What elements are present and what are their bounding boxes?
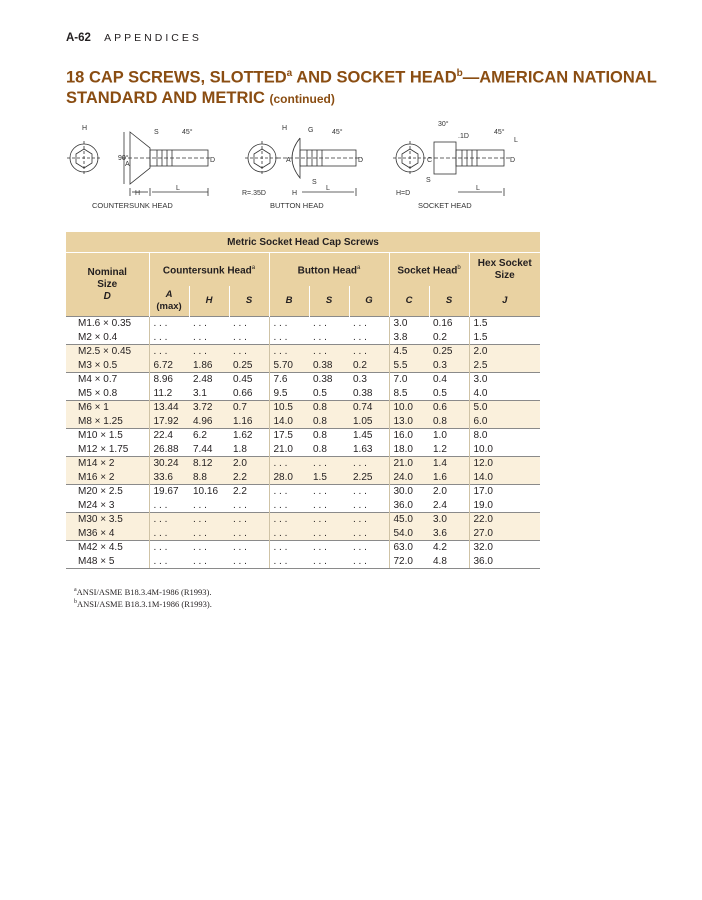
value-cell: . . . (349, 541, 389, 555)
col-a-sub: (max) (156, 301, 182, 312)
table-row (66, 527, 540, 541)
value-cell: 30.24 (149, 457, 189, 471)
value-cell: . . . (229, 345, 269, 359)
value-cell: 3.0 (469, 373, 540, 387)
value-cell: 3.8 (389, 331, 429, 345)
value-cell: . . . (309, 499, 349, 513)
value-cell: 14.0 (269, 415, 309, 429)
value-cell: . . . (229, 331, 269, 345)
table-row (66, 317, 540, 331)
value-cell: . . . (149, 555, 189, 569)
value-cell: 24.0 (389, 471, 429, 485)
footnote-b (74, 597, 212, 609)
value-cell: 0.8 (309, 429, 349, 443)
value-cell: 3.6 (429, 527, 469, 541)
footnote-a-mark: a (74, 587, 77, 593)
value-cell: 19.67 (149, 485, 189, 499)
value-cell: . . . (229, 317, 269, 331)
table-row (66, 513, 540, 527)
nominal-size-cell: M24 × 3 (66, 499, 149, 513)
svg-text:R=.35D: R=.35D (242, 190, 266, 197)
value-cell: 45.0 (389, 513, 429, 527)
value-cell: . . . (149, 499, 189, 513)
sk-group-label: Socket Head (397, 265, 458, 277)
value-cell: 0.5 (309, 387, 349, 401)
svg-text:A: A (286, 157, 291, 164)
value-cell: 0.3 (349, 373, 389, 387)
col-c-header: C (389, 286, 429, 317)
title-part3: —AMERICAN NATIONAL STANDARD AND METRIC (66, 68, 657, 107)
value-cell: . . . (349, 485, 389, 499)
value-cell: 1.5 (469, 317, 540, 331)
countersunk-caption: COUNTERSUNK HEAD (92, 201, 173, 210)
value-cell: 1.0 (429, 429, 469, 443)
value-cell: . . . (189, 527, 229, 541)
value-cell: . . . (349, 345, 389, 359)
footnote-b-text: ANSI/ASME B18.3.1M-1986 (R1993). (77, 598, 212, 609)
nominal-size-cell: M10 × 1.5 (66, 429, 149, 443)
value-cell: 1.5 (309, 471, 349, 485)
value-cell: 2.4 (429, 499, 469, 513)
value-cell: 0.66 (229, 387, 269, 401)
svg-text:90°: 90° (118, 155, 129, 162)
value-cell: 18.0 (389, 443, 429, 457)
value-cell: . . . (149, 317, 189, 331)
value-cell: . . . (229, 513, 269, 527)
value-cell: 2.0 (469, 345, 540, 359)
value-cell: . . . (309, 541, 349, 555)
value-cell: . . . (189, 541, 229, 555)
value-cell: . . . (349, 513, 389, 527)
svg-text:S: S (426, 177, 431, 184)
value-cell: 1.63 (349, 443, 389, 457)
button-head-figure (242, 125, 363, 210)
value-cell: 30.0 (389, 485, 429, 499)
nominal-size-cell: M14 × 2 (66, 457, 149, 471)
button-caption: BUTTON HEAD (270, 201, 324, 210)
value-cell: . . . (149, 513, 189, 527)
table-row (66, 555, 540, 569)
value-cell: 2.2 (229, 471, 269, 485)
value-cell: . . . (149, 527, 189, 541)
col-a-label: A (165, 289, 173, 300)
value-cell: . . . (349, 499, 389, 513)
value-cell: . . . (269, 317, 309, 331)
table-row (66, 359, 540, 373)
value-cell: . . . (309, 527, 349, 541)
screw-diagrams (62, 118, 542, 216)
value-cell: . . . (229, 499, 269, 513)
value-cell: 1.5 (469, 331, 540, 345)
value-cell: 1.16 (229, 415, 269, 429)
value-cell: 1.45 (349, 429, 389, 443)
value-cell: 0.25 (429, 345, 469, 359)
nominal-size-cell: M6 × 1 (66, 401, 149, 415)
value-cell: 17.5 (269, 429, 309, 443)
value-cell: 0.38 (349, 387, 389, 401)
value-cell: 0.7 (229, 401, 269, 415)
value-cell: . . . (229, 541, 269, 555)
value-cell: 8.8 (189, 471, 229, 485)
value-cell: . . . (189, 499, 229, 513)
table-row (66, 457, 540, 471)
title-part2: AND SOCKET HEAD (296, 68, 457, 87)
value-cell: 1.86 (189, 359, 229, 373)
value-cell: 5.5 (389, 359, 429, 373)
value-cell: 0.5 (429, 387, 469, 401)
value-cell: 2.48 (189, 373, 229, 387)
value-cell: 16.0 (389, 429, 429, 443)
col-h-header: H (189, 286, 229, 317)
value-cell: 1.05 (349, 415, 389, 429)
title-sup-b: b (456, 68, 463, 79)
value-cell: . . . (309, 485, 349, 499)
title-number: 18 (66, 68, 85, 87)
svg-text:S: S (154, 129, 159, 136)
svg-text:D: D (510, 157, 516, 164)
value-cell: . . . (349, 555, 389, 569)
value-cell: 12.0 (469, 457, 540, 471)
svg-text:L: L (176, 185, 180, 192)
value-cell: . . . (269, 513, 309, 527)
value-cell: 8.96 (149, 373, 189, 387)
value-cell: 1.8 (229, 443, 269, 457)
bt-group-label: Button Head (297, 265, 358, 277)
title-part1: CAP SCREWS, SLOTTED (88, 68, 287, 87)
value-cell: 0.2 (349, 359, 389, 373)
value-cell: 10.5 (269, 401, 309, 415)
value-cell: 72.0 (389, 555, 429, 569)
countersunk-group-header: Countersunk Head$^a$ (149, 253, 269, 287)
value-cell: 1.6 (429, 471, 469, 485)
value-cell: 13.44 (149, 401, 189, 415)
nominal-size-cell: M42 × 4.5 (66, 541, 149, 555)
svg-text:C: C (427, 157, 433, 164)
value-cell: 5.70 (269, 359, 309, 373)
value-cell: 6.2 (189, 429, 229, 443)
value-cell: 2.0 (429, 485, 469, 499)
value-cell: 19.0 (469, 499, 540, 513)
value-cell: 2.5 (469, 359, 540, 373)
table-row (66, 345, 540, 359)
value-cell: 4.96 (189, 415, 229, 429)
svg-text:D: D (210, 157, 216, 164)
button-group-header: Button Head$^a$ (269, 253, 389, 287)
value-cell: 28.0 (269, 471, 309, 485)
nominal-size-cell: M16 × 2 (66, 471, 149, 485)
page-number: A-62 (66, 32, 91, 44)
value-cell: 0.45 (229, 373, 269, 387)
svg-text:L: L (476, 185, 480, 192)
value-cell: . . . (309, 457, 349, 471)
value-cell: . . . (229, 555, 269, 569)
section-name: APPENDICES (104, 32, 202, 44)
value-cell: 26.88 (149, 443, 189, 457)
value-cell: 7.0 (389, 373, 429, 387)
socket-group-header: Socket Head$^b$ (389, 253, 469, 287)
value-cell: . . . (189, 317, 229, 331)
nominal-l3: D (103, 290, 111, 302)
svg-text:D: D (358, 157, 364, 164)
svg-text:S: S (312, 179, 317, 186)
value-cell: . . . (269, 345, 309, 359)
value-cell: 3.0 (429, 513, 469, 527)
value-cell: . . . (229, 527, 269, 541)
value-cell: 4.2 (429, 541, 469, 555)
value-cell: 0.3 (429, 359, 469, 373)
value-cell: 33.6 (149, 471, 189, 485)
nominal-size-cell: M2.5 × 0.45 (66, 345, 149, 359)
value-cell: 36.0 (389, 499, 429, 513)
page-title (66, 64, 666, 109)
value-cell: . . . (189, 555, 229, 569)
value-cell: 10.16 (189, 485, 229, 499)
value-cell: 0.8 (309, 443, 349, 457)
table-row (66, 541, 540, 555)
svg-text:H=D: H=D (396, 190, 411, 197)
nominal-size-cell: M8 × 1.25 (66, 415, 149, 429)
value-cell: 3.1 (189, 387, 229, 401)
value-cell: 0.38 (309, 359, 349, 373)
value-cell: 0.8 (429, 415, 469, 429)
value-cell: 54.0 (389, 527, 429, 541)
value-cell: 22.0 (469, 513, 540, 527)
cs-group-label: Countersunk Head (162, 265, 252, 277)
svg-text:H: H (282, 125, 288, 132)
value-cell: 0.8 (309, 401, 349, 415)
countersunk-head-figure (67, 125, 215, 210)
nominal-size-cell: M1.6 × 0.35 (66, 317, 149, 331)
col-g-header: G (349, 286, 389, 317)
svg-text:45°: 45° (332, 129, 343, 136)
value-cell: . . . (189, 345, 229, 359)
footnote-b-mark: b (74, 598, 77, 605)
footnotes (74, 585, 212, 609)
value-cell: 8.12 (189, 457, 229, 471)
col-j-header: J (469, 286, 540, 317)
value-cell: 10.0 (389, 401, 429, 415)
value-cell: . . . (269, 485, 309, 499)
value-cell: . . . (269, 555, 309, 569)
value-cell: 2.25 (349, 471, 389, 485)
value-cell: . . . (349, 317, 389, 331)
svg-text:L: L (514, 137, 518, 144)
value-cell: 0.74 (349, 401, 389, 415)
table-row (66, 373, 540, 387)
footnote-a (74, 585, 212, 597)
value-cell: 0.4 (429, 373, 469, 387)
value-cell: . . . (269, 499, 309, 513)
nominal-size-cell: M48 × 5 (66, 555, 149, 569)
value-cell: 3.0 (389, 317, 429, 331)
title-continued: (continued) (269, 91, 335, 106)
col-s-header: S (229, 286, 269, 317)
value-cell: . . . (269, 541, 309, 555)
value-cell: . . . (349, 331, 389, 345)
nominal-size-cell: M4 × 0.7 (66, 373, 149, 387)
value-cell: 36.0 (469, 555, 540, 569)
value-cell: 13.0 (389, 415, 429, 429)
value-cell: 2.0 (229, 457, 269, 471)
svg-text:H: H (292, 190, 298, 197)
value-cell: 11.2 (149, 387, 189, 401)
col-a-header (149, 286, 189, 317)
value-cell: 27.0 (469, 527, 540, 541)
table-row (66, 499, 540, 513)
svg-text:H: H (135, 190, 141, 197)
value-cell: . . . (149, 331, 189, 345)
nominal-size-cell: M2 × 0.4 (66, 331, 149, 345)
value-cell: 4.0 (469, 387, 540, 401)
value-cell: . . . (309, 345, 349, 359)
nominal-l2: Size (97, 278, 118, 290)
table-row (66, 429, 540, 443)
value-cell: . . . (269, 527, 309, 541)
value-cell: 21.0 (269, 443, 309, 457)
table-row (66, 415, 540, 429)
value-cell: 0.25 (229, 359, 269, 373)
hex-group-header: Hex Socket Size (469, 253, 540, 287)
value-cell: 6.72 (149, 359, 189, 373)
col-b-header: B (269, 286, 309, 317)
value-cell: 6.0 (469, 415, 540, 429)
value-cell: . . . (309, 555, 349, 569)
value-cell: 8.0 (469, 429, 540, 443)
nominal-size-cell: M3 × 0.5 (66, 359, 149, 373)
running-head (66, 32, 202, 44)
table-row (66, 331, 540, 345)
value-cell: . . . (189, 513, 229, 527)
socket-head-figure (393, 120, 518, 210)
value-cell: 0.6 (429, 401, 469, 415)
value-cell: 32.0 (469, 541, 540, 555)
value-cell: 1.62 (229, 429, 269, 443)
footnote-a-text: ANSI/ASME B18.3.4M-1986 (R1993). (76, 586, 212, 597)
nominal-size-cell: M5 × 0.8 (66, 387, 149, 401)
value-cell: 7.6 (269, 373, 309, 387)
socket-caption: SOCKET HEAD (418, 201, 472, 210)
table-row (66, 387, 540, 401)
value-cell: . . . (309, 331, 349, 345)
value-cell: 1.4 (429, 457, 469, 471)
nominal-l1: Nominal (87, 266, 127, 278)
value-cell: . . . (309, 513, 349, 527)
value-cell: . . . (189, 331, 229, 345)
value-cell: . . . (349, 527, 389, 541)
table-body (66, 317, 540, 569)
value-cell: 8.5 (389, 387, 429, 401)
metric-socket-table (66, 232, 540, 569)
value-cell: 7.44 (189, 443, 229, 457)
value-cell: 22.4 (149, 429, 189, 443)
value-cell: 17.0 (469, 485, 540, 499)
title-sup-a: a (286, 68, 293, 79)
table-row (66, 401, 540, 415)
value-cell: 17.92 (149, 415, 189, 429)
value-cell: . . . (349, 457, 389, 471)
svg-text:45°: 45° (494, 129, 505, 136)
svg-text:H: H (82, 125, 88, 132)
value-cell: . . . (149, 541, 189, 555)
col-s2-header: S (309, 286, 349, 317)
table-row (66, 485, 540, 499)
value-cell: 10.0 (469, 443, 540, 457)
value-cell: 5.0 (469, 401, 540, 415)
value-cell: 2.2 (229, 485, 269, 499)
table-row (66, 443, 540, 457)
value-cell: 0.16 (429, 317, 469, 331)
svg-text:L: L (326, 185, 330, 192)
value-cell: 63.0 (389, 541, 429, 555)
col-s3-header: S (429, 286, 469, 317)
value-cell: 3.72 (189, 401, 229, 415)
value-cell: 0.8 (309, 415, 349, 429)
table-row (66, 471, 540, 485)
value-cell: 4.5 (389, 345, 429, 359)
value-cell: . . . (269, 457, 309, 471)
nominal-size-cell: M20 × 2.5 (66, 485, 149, 499)
value-cell: . . . (309, 317, 349, 331)
nominal-size-cell: M12 × 1.75 (66, 443, 149, 457)
value-cell: 0.2 (429, 331, 469, 345)
value-cell: . . . (269, 331, 309, 345)
svg-text:.1D: .1D (458, 133, 469, 140)
svg-text:A: A (125, 161, 130, 168)
value-cell: 21.0 (389, 457, 429, 471)
value-cell: 9.5 (269, 387, 309, 401)
svg-text:30°: 30° (438, 121, 449, 128)
nominal-size-cell: M30 × 3.5 (66, 513, 149, 527)
value-cell: . . . (149, 345, 189, 359)
nominal-size-header (66, 253, 149, 317)
value-cell: 4.8 (429, 555, 469, 569)
value-cell: 1.2 (429, 443, 469, 457)
svg-text:45°: 45° (182, 129, 193, 136)
nominal-size-cell: M36 × 4 (66, 527, 149, 541)
svg-text:G: G (308, 127, 314, 134)
table-title: Metric Socket Head Cap Screws (66, 232, 540, 253)
value-cell: 14.0 (469, 471, 540, 485)
value-cell: 0.38 (309, 373, 349, 387)
